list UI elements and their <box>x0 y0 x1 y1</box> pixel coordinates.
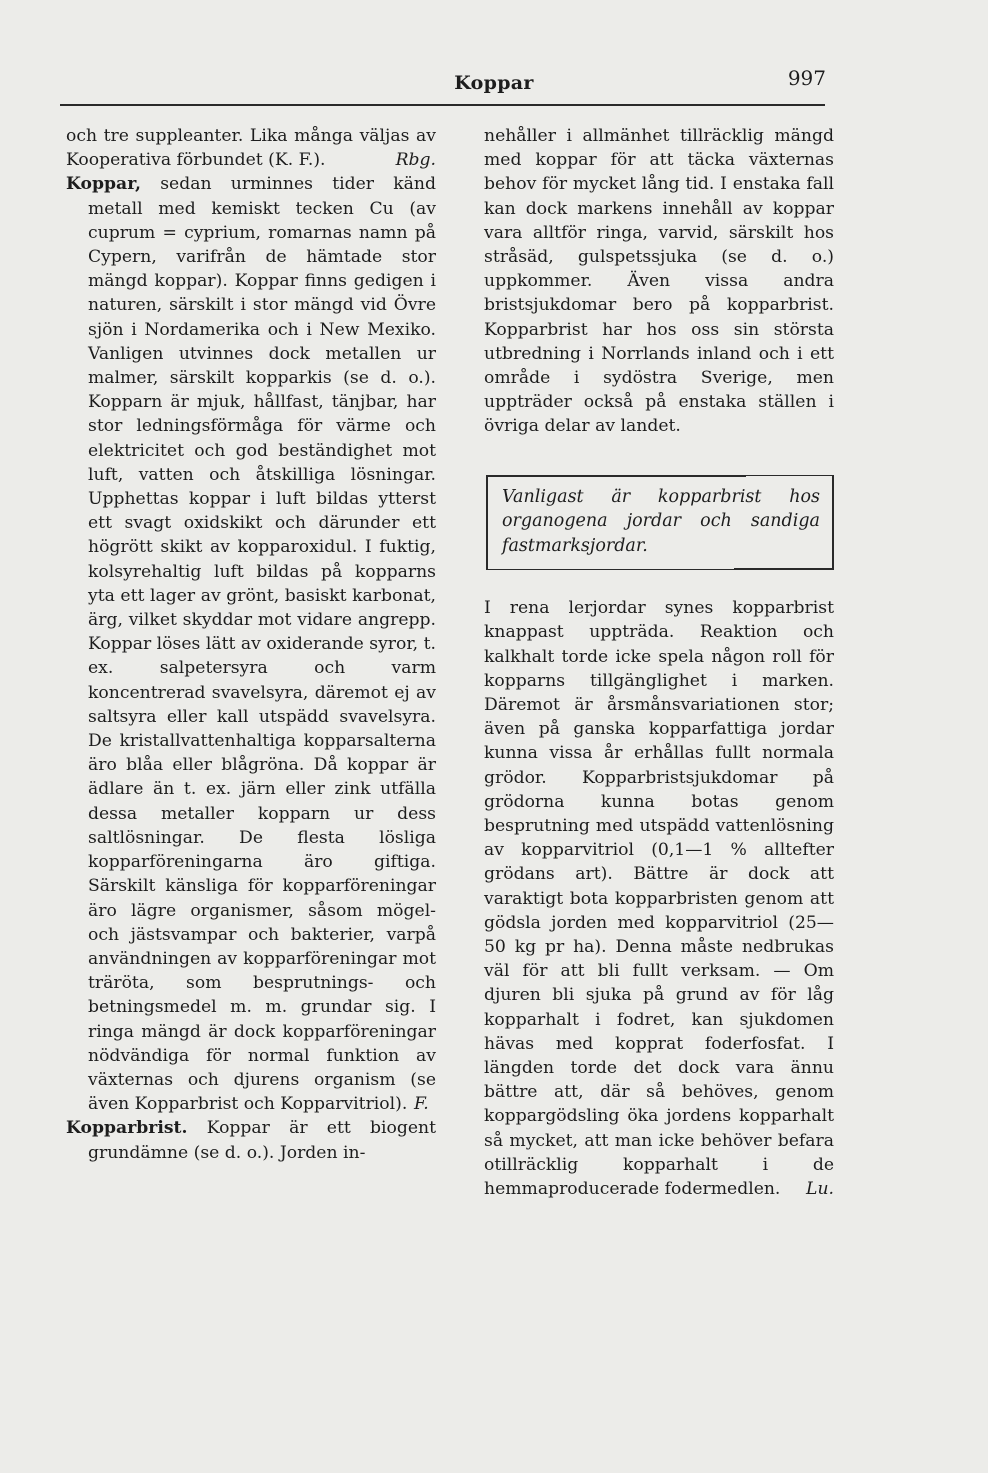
kopparbrist-paragraph-2 <box>484 596 834 1201</box>
box-rule <box>486 569 736 570</box>
headword-kopparbrist: Kopparbrist. <box>66 1118 188 1139</box>
header-rule <box>60 104 825 106</box>
running-title: Koppar <box>454 72 534 94</box>
headword-koppar: Koppar, <box>66 174 141 195</box>
kopparbrist-signature: Lu. <box>806 1179 834 1200</box>
box-rule <box>738 475 834 476</box>
right-column <box>484 124 834 1201</box>
left-column <box>66 124 436 1165</box>
entry-kopparbrist-text: Koppar är ett biogent grundämne (se d. o.). Jorden in- <box>88 1118 437 1163</box>
page-number: 997 <box>787 66 826 90</box>
continuation-paragraph <box>66 124 436 172</box>
kopparbrist-paragraph-1: nehåller i allmänhet tillräcklig mängd med koppar för att täcka växternas behov för mycket lång tid. I enstaka fall kan dock markens innehåll av koppar vara alltför ringa, varvid, särskilt hos stråsäd, gulspetssjuka (se d. o.) uppkommer. Även vissa andra bristsjukdomar bero på kopparbrist. Kopparbrist har hos oss sin största utbredning i Norrlands inland och i ett område i sydöstra Sverige, men uppträder också på enstaka ställen i övriga delar av landet. <box>484 126 834 437</box>
continuation-signature: Rbg. <box>395 150 436 171</box>
kopparbrist-paragraph-2-text: I rena lerjordar synes kopparbrist knappast uppträda. Reaktion och kalkhalt torde icke spela någon roll för kopparns tillgänglighet i marken. Däremot är årsmånsvariationen stor; även på ganska kopparfattiga jordar kunna vissa år erhållas fullt normala grödor. Kopparbristsjukdomar på grödorna kunna botas genom besprutning med utspädd vattenlösning av kopparvitriol (0,1—1 % alltefter grödans art). Bättre är dock att varaktigt bota kopparbristen genom att gödsla jorden med kopparvitriol (25—50 kg pr ha). Denna måste nedbrukas väl för att bli fullt verksam. — Om djuren bli sjuka på grund av för låg kopparhalt i fodret, kan sjukdomen hävas med kopprat foderfosfat. I längden torde det dock vara ännu bättre att, där så behöves, genom koppargödsling öka jordens kopparhalt så mycket, att man icke behöver befara otillräcklig kopparhalt i de hemmaproducerade fodermedlen. <box>484 598 834 1200</box>
continuation-text: och tre suppleanter. Lika många väljas av Kooperativa förbundet (K. F.). <box>66 126 436 171</box>
highlight-box-text: Vanligast är kopparbrist hos organogena jordar och sandiga fastmarksjordar. <box>502 486 820 556</box>
highlight-box <box>486 475 834 571</box>
entry-kopparbrist <box>66 1116 436 1164</box>
entry-koppar: Koppar, sedan urminnes tider känd metall med kemiskt tecken Cu (av cuprum = cyprium, romarnas namn på Cypern, varifrån de hämtade stor mängd koppar). Koppar finns gedigen i naturen, särskilt i stor mängd vid Övre sjön i Nordamerika och i New Mexiko. Vanligen utvinnes dock metallen ur malmer, särskilt kopparkis (se d. o.). Kopparn är mjuk, hållfast, tänjbar, har stor ledningsförmåga för värme och elektricitet och god beständighet mot luft, vatten och åtskilliga lösningar. Upphettas koppar i luft bildas ytterst ett svagt oxidskikt och därunder ett högrött skikt av kopparoxidul. I fuktig, kolsyrehaltig luft bildas på kopparns yta ett lager av grönt, basiskt karbonat, ärg, vilket skyddar mot vidare angrepp. Koppar löses lätt av oxiderande syror, t. ex. salpetersyra och varm koncentrerad svavelsyra, däremot ej av saltsyra eller kall utspädd svavelsyra. De kristallvattenhaltiga kopparsalterna äro blåa eller blågröna. Då koppar är ädlare än t. ex. järn eller zink utfälla dessa metaller kopparn ur dess saltlösningar. De flesta lösliga kopparföreningarna äro giftiga. Särskilt känsliga för kopparföreningar äro lägre organismer, såsom mögel- och jästsvampar och bakterier, varpå användningen av kopparföreningar mot träröta, som besprutnings- och betningsmedel m. m. grundar sig. I ringa mängd är dock kopparföreningar nödvändiga för normal funktion av växternas och djurens organism (se även Kopparbrist och Kopparvitriol). F. <box>66 174 436 1115</box>
entry-koppar-text: sedan urminnes tider känd metall med kemiskt tecken Cu (av cuprum = cyprium, romarnas namn på Cypern, varifrån de hämtade stor mängd koppar). Koppar finns gedigen i naturen, särskilt i stor mängd vid Övre sjön i Nordamerika och i New Mexiko. Vanligen utvinnes dock metallen ur malmer, särskilt kopparkis (se d. o.). Kopparn är mjuk, hållfast, tänjbar, har stor ledningsförmåga för värme och elektricitet och god beständighet mot luft, vatten och åtskilliga lösningar. Upphettas koppar i luft bildas ytterst ett svagt oxidskikt och därunder ett högrött skikt av kopparoxidul. I fuktig, kolsyrehaltig luft bildas på kopparns yta ett lager av grönt, basiskt karbonat, ärg, vilket skyddar mot vidare angrepp. Koppar löses lätt av oxiderande syror, t. ex. salpetersyra och varm koncentrerad svavelsyra, däremot ej av saltsyra eller kall utspädd svavelsyra. De kristallvattenhaltiga kopparsalterna äro blåa eller blågröna. Då koppar är ädlare än t. ex. järn eller zink utfälla dessa metaller kopparn ur dess saltlösningar. De flesta lösliga kopparföreningarna äro giftiga. Särskilt känsliga för kopparföreningar äro lägre organismer, såsom mögel- och jästsvampar och bakterier, varpå användningen av kopparföreningar mot träröta, som besprutnings- och betningsmedel m. m. grundar sig. I ringa mängd är dock kopparföreningar nödvändiga för normal funktion av växternas och djurens organism (se även Kopparbrist och Kopparvitriol). <box>88 174 436 1115</box>
